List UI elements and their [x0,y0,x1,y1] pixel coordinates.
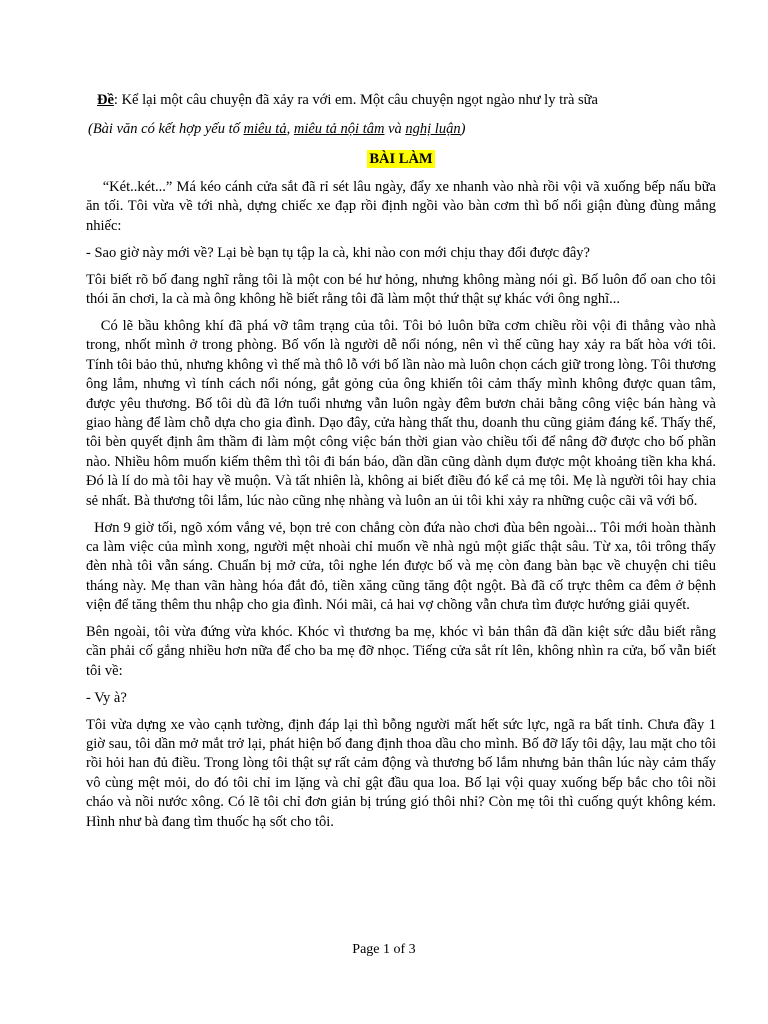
page-number: Page 1 of 3 [352,942,416,957]
subtitle-text: (Bài văn có kết hợp yếu tố [88,121,244,137]
assignment-heading [97,90,716,110]
essay-title-wrap [86,150,716,168]
subtitle-link-mieu-ta-noi-tam[interactable]: miêu tả nội tâm [293,121,385,137]
heading-prefix: Đề [97,92,114,108]
subtitle-separator: và [384,121,406,137]
essay-title: BÀI LÀM [369,151,433,167]
essay-paragraph: Có lẽ bầu không khí đã phá vỡ tâm trạng của tôi. Tôi bỏ luôn bữa cơm chiều rồi vội đi thẳng vào nhà trong, nhốt mình ở trong phòng. Bố vốn là người dễ nổi nóng, nên vì thế cũng hay xảy ra bất hòa với tôi. Tính tôi bảo thủ, nhưng không vì thế mà thô lỗ với bố lần nào mà luôn chọn cách giữ trong lòng. Tôi thương ông lắm, nhưng vì tính cách nổi nóng, gắt gỏng của ông khiến tôi cảm thấy mình không được quan tâm, được yêu thương. Bố tôi dù đã lớn tuổi nhưng vẫn luôn ngày đêm bươn chải bằng công việc bán hàng và giao hàng để làm chỗ dựa cho gia đình. Dạo đây, cửa hàng thất thu, doanh thu cũng giảm đáng kể. Thấy thế, tôi bèn quyết định âm thầm đi làm một công việc bán thời gian vào chiều tối để nâng đỡ được cho bố phần nào. Nhiều hôm muốn kiếm thêm thì tôi đi bán báo, dần dần cũng dành dụm được một khoảng tiền kha khá. Đó là lí do mà tôi hay về muộn. Và tất nhiên là, không ai biết điều đó kể cả mẹ tôi. Mẹ là người tôi hay chia sẻ nhất. Bà thương tôi lắm, lúc nào cũng nhẹ nhàng và luôn an ủi tôi khi xảy ra những cuộc cãi vã với bố. [86,317,716,509]
essay-paragraph: - Vy à? [86,689,127,706]
essay-paragraph: Tôi vừa dựng xe vào cạnh tường, định đáp lại thì bỗng người mất hết sức lực, ngã ra bất tỉnh. Chưa đầy 1 giờ sau, tôi dần mở mắt trở lại, phát hiện bố đang định thoa dầu cho mình. Bố đỡ lấy tôi dậy, lau mặt cho tôi rồi hỏi han đủ điều. Trong lòng tôi thật sự rất cảm động và thương bố lắm nhưng bản thân lúc này cảm thấy vô cùng mệt mỏi, do đó tôi chỉ im lặng và chỉ gật đầu qua loa. Bố lại vội quay xuống bếp bắc cho tôi nồi cháo và nồi nước xông. Có lẽ tôi chỉ đơn giản bị trúng gió thôi nhỉ? Còn mẹ tôi thì cuống quýt không kém. Hình như bà đang tìm thuốc hạ sốt cho tôi. [86,716,716,830]
heading-text: : Kể lại một câu chuyện đã xảy ra với em. Một câu chuyện ngọt ngào như ly trà sữa [113,92,598,108]
essay-paragraph: Tôi biết rõ bố đang nghĩ rằng tôi là một con bé hư hỏng, nhưng không màng nói gì. Bố luôn đổ oan cho tôi thói ăn chơi, la cà mà ông không hề biết rằng tôi đã làm một thứ thật sự khác với ông nghĩ... [86,271,716,308]
assignment-subtitle [88,119,716,139]
subtitle-text: ) [460,121,466,137]
subtitle-link-nghi-luan[interactable]: nghị luận [405,121,461,137]
subtitle-link-mieu-ta[interactable]: miêu tả [243,121,287,137]
essay-paragraph: “Két..két...” Má kéo cánh cửa sắt đã rỉ sét lâu ngày, đẩy xe nhanh vào nhà rồi vội vã xuống bếp nấu bữa ăn tối. Tôi vừa về tới nhà, dựng chiếc xe đạp rồi định ngồi vào bàn cơm thì bố nổi giận đùng đùng mắng nhiếc: [86,179,716,234]
essay-paragraph: Bên ngoài, tôi vừa đứng vừa khóc. Khóc vì thương ba mẹ, khóc vì bản thân đã dần kiệt sức dẫu biết rằng cần phải cố gắng nhiều hơn nữa để cho ba mẹ đỡ nhọc. Tiếng cửa sắt rít lên, không nhìn ra cửa, bố vẫn biết tôi về: [86,624,716,679]
essay-paragraph: Hơn 9 giờ tối, ngõ xóm vắng vẻ, bọn trẻ con chẳng còn đứa nào chơi đùa bên ngoài... Tôi mới hoàn thành ca làm việc của mình xong, người mệt nhoài chỉ muốn về nhà ngủ một giấc thật sâu. Từ xa, tôi trông thấy đèn nhà tôi vẫn sáng. Chuẩn bị mở cửa, tôi nghe lén được bố và mẹ còn đang bàn bạc về chuyện chi tiêu tháng này. Mẹ than vãn hàng hóa đắt đỏ, tiền xăng cũng tăng đột ngột. Bà đã cố trực thêm ca đêm ở bệnh viện để tăng thêm thu nhập cho gia đình. Nói mãi, cả hai vợ chồng vẫn chưa tìm được hướng giải quyết. [86,519,716,614]
subtitle-separator: , [286,121,294,137]
essay-paragraph: - Sao giờ này mới về? Lại bè bạn tụ tập la cà, khi nào con mới chịu thay đổi được đây? [86,244,590,261]
